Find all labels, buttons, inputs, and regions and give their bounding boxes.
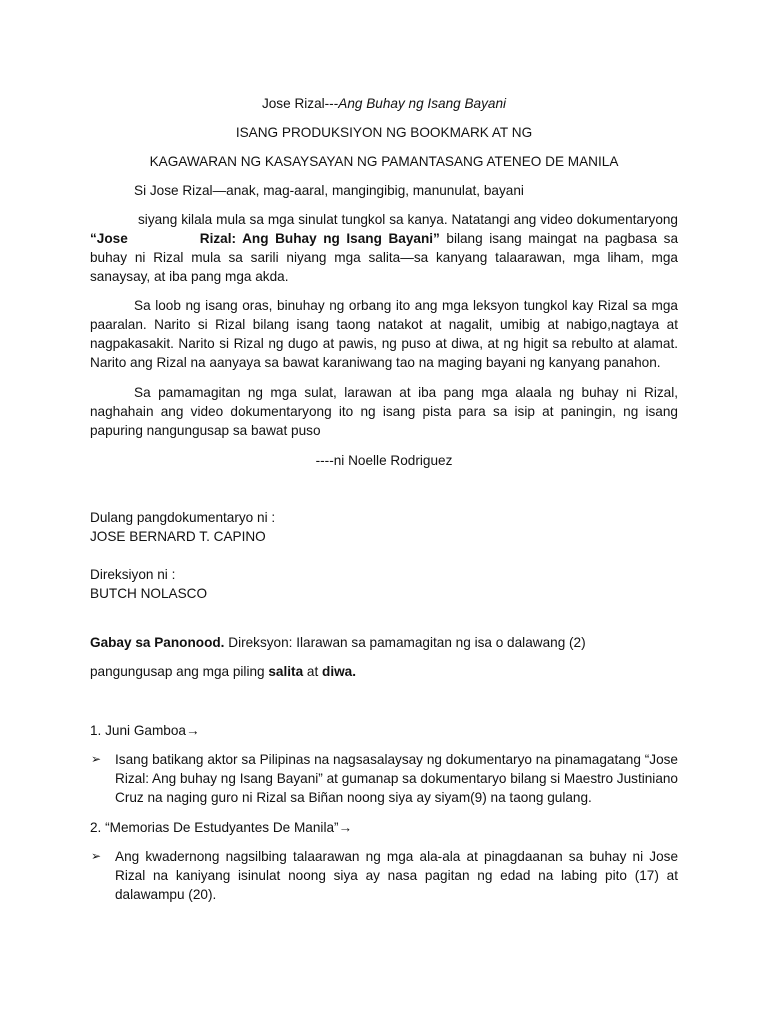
intro-paragraph-3: Sa pamamagitan ng mga sulat, larawan at iba pang mga alaala ng buhay ni Rizal, naghahain ang video dokumentaryong ito ng isang pista para sa isip at paningin, ng isang papuring nangungusap sa bawat puso (90, 385, 678, 438)
title-prefix: Jose Rizal--- (261, 96, 339, 111)
title-italic: Ang Buhay ng Isang Bayani (338, 96, 507, 111)
guide-label: Gabay sa Panonood. (90, 635, 225, 650)
intro-p1-title: Rizal: Ang Buhay ng Isang Bayani” (199, 231, 440, 246)
item-2-heading: 2. “Memorias De Estudyantes De Manila”→ (90, 820, 353, 835)
guide-line-2 (90, 662, 678, 681)
item-1-heading: 1. Juni Gamboa→ (90, 723, 200, 738)
document-title (90, 94, 678, 113)
director-label: Direksiyon ni : (90, 567, 176, 582)
department-line: KAGAWARAN NG KASAYSAYAN NG PAMANTASANG ATENEO DE MANILA (149, 154, 619, 169)
item-2-text: Ang kwadernong nagsilbing talaarawan ng mga ala-ala at pinagdaanan sa buhay ni Jose Rizal na kaniyang isinulat noong siya ay nasa pagitan ng edad na labing pito (17) at dalawampu (20). (115, 849, 678, 902)
guide-direction: Direksyon: Ilarawan sa pamamagitan ng isa o dalawang (2) (224, 635, 586, 650)
intro-line: Si Jose Rizal—anak, mag-aaral, mangingibig, manunulat, bayani (134, 183, 524, 198)
intro-p1-jose: “Jose (90, 231, 128, 246)
director-name: BUTCH NOLASCO (90, 586, 208, 601)
guide-line2-at: at (303, 664, 323, 679)
intro-paragraph-1 (90, 210, 678, 286)
byline: ----ni Noelle Rodriguez (315, 453, 453, 468)
arrow-bullet-icon: ➢ (91, 752, 102, 766)
item-1-text: Isang batikang aktor sa Pilipinas na nagsasalaysay ng dokumentaryo na pinamagatang “Jose Rizal: Ang buhay ng Isang Bayani” at gumanap sa dokumentaryo bilang si Maestro Justiniano Cruz na naging guro ni Rizal sa Biñan noong siya ay siyam(9) na taong gulang. (115, 752, 678, 805)
intro-paragraph-2: Sa loob ng isang oras, binuhay ng orbang ito ang mga leksyon tungkol kay Rizal sa mga paaralan. Narito si Rizal bilang isang taong natakot at nagalit, umibig at nabigo,nagtaya at nagpakasakit. Narito si Rizal ng dugo at pawis, ng puso at diwa, at ng higit sa rebulto at alamat. Narito ang Rizal na aanyaya sa bawat karaniwang tao na maging bayani ng kanyang panahon. (90, 298, 678, 370)
guide-word-diwa: diwa. (322, 664, 357, 679)
guide-word-salita: salita (268, 664, 304, 679)
item-2-bullet (91, 847, 678, 904)
intro-p1-rest: bilang isang maingat na pagbasa sa buhay ni Rizal mula sa sarili niyang mga salita—sa kanyang talaarawan, mga liham, mga sanaysay, at iba pang mga akda. (90, 231, 679, 284)
intro-p1-text: siyang kilala mula sa mga sinulat tungkol sa kanya. Natatangi ang video dokumentaryong (138, 212, 678, 227)
arrow-bullet-icon: ➢ (91, 849, 102, 863)
guide-line-1 (90, 633, 678, 652)
item-1-bullet (91, 750, 678, 807)
writer-label: Dulang pangdokumentaryo ni : (90, 510, 276, 525)
production-line: ISANG PRODUKSIYON NG BOOKMARK AT NG (235, 125, 533, 140)
writer-name: JOSE BERNARD T. CAPINO (90, 529, 266, 544)
guide-line2-text: pangungusap ang mga piling (90, 664, 269, 679)
